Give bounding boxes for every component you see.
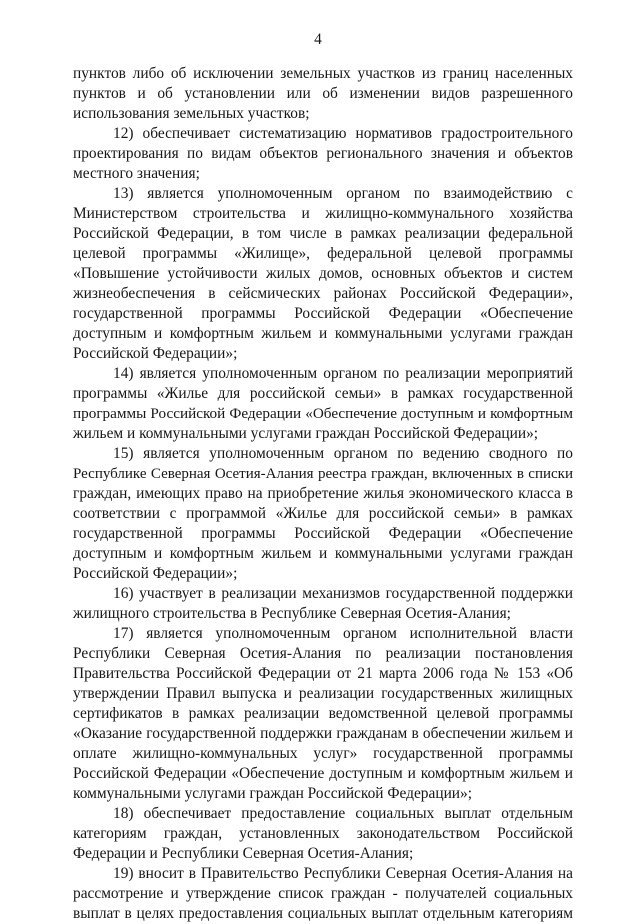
text-line: 14) является уполномоченным органом по реализации мероприятий bbox=[113, 365, 573, 382]
text-line: программы «Жилье для российской семьи» в рамках государственной bbox=[73, 385, 573, 402]
text-line: соответствии с программой «Жилье для российской семьи» в рамках bbox=[73, 505, 573, 522]
text-line: жизнеобеспечения в сейсмических районах Российской Федерации», bbox=[73, 285, 573, 302]
page-number: 4 bbox=[314, 31, 322, 48]
text-line: Российской Федерации»; bbox=[73, 565, 238, 582]
text-line: 15) является уполномоченным органом по ведению сводного по bbox=[113, 445, 573, 462]
text-line: 19) вносит в Правительство Республики Северная Осетия-Алания на bbox=[113, 865, 573, 882]
text-line: «Повышение устойчивости жилых домов, основных объектов и систем bbox=[73, 265, 573, 282]
text-line: граждан, имеющих право на приобретение жилья экономического класса в bbox=[73, 485, 573, 502]
text-line: «Оказание государственной поддержки гражданам в обеспечении жильем и bbox=[73, 725, 573, 742]
text-line: Российской Федерации»; bbox=[73, 345, 238, 362]
text-line: доступным и комфортным жильем и коммунальными услугами граждан bbox=[73, 325, 573, 342]
text-line: 17) является уполномоченным органом исполнительной власти bbox=[113, 625, 573, 642]
text-line: пунктов и об установлении или об изменении видов разрешенного bbox=[73, 85, 573, 102]
text-line: категориям граждан, установленных законодательством Российской bbox=[73, 825, 573, 842]
text-line: выплат в целях предоставления социальных выплат отдельным категориям bbox=[73, 905, 573, 922]
text-line: утверждении Правил выпуска и реализации государственных жилищных bbox=[73, 685, 573, 702]
text-line: государственной программы Российской Федерации «Обеспечение bbox=[73, 525, 573, 542]
text-line: Республике Северная Осетия-Алания реестра граждан, включенных в списки bbox=[73, 466, 573, 482]
text-line: 13) является уполномоченным органом по взаимодействию с bbox=[113, 185, 573, 202]
text-line: Российской Федерации, в том числе в рамках реализации федеральной bbox=[73, 225, 573, 242]
text-line: Республики Северная Осетия-Алания по реализации постановления bbox=[73, 645, 573, 662]
text-line: жилищного строительства в Республике Северная Осетия-Алания; bbox=[73, 605, 511, 622]
text-line: Министерством строительства и жилищно-коммунального хозяйства bbox=[73, 205, 573, 222]
text-line: коммунальными услугами граждан Российской Федерации»; bbox=[73, 785, 473, 802]
text-line: Федерации и Республики Северная Осетия-Алания; bbox=[73, 845, 414, 862]
text-line: государственной программы Российской Федерации «Обеспечение bbox=[73, 305, 573, 322]
text-line: целевой программы «Жилище», федеральной целевой программы bbox=[73, 245, 573, 262]
text-line: пунктов либо об исключении земельных участков из границ населенных bbox=[73, 65, 573, 82]
text-line: проектирования по видам объектов регионального значения и объектов bbox=[73, 145, 573, 162]
text-line: 18) обеспечивает предоставление социальных выплат отдельным bbox=[113, 805, 573, 822]
text-line: местного значения; bbox=[73, 165, 200, 182]
text-line: сертификатов в рамках реализации ведомственной целевой программы bbox=[73, 705, 573, 722]
text-line: жильем и коммунальными услугами граждан Российской Федерации»; bbox=[73, 425, 539, 442]
text-line: Правительства Российской Федерации от 21 марта 2006 года № 153 «Об bbox=[73, 665, 573, 682]
text-line: рассмотрение и утверждение список граждан - получателей социальных bbox=[73, 885, 573, 902]
text-line: Российской Федерации «Обеспечение доступным и комфортным жильем и bbox=[73, 765, 573, 782]
text-line: программы Российской Федерации «Обеспечение доступным и комфортным bbox=[73, 405, 573, 422]
text-line: 16) участвует в реализации механизмов государственной поддержки bbox=[113, 585, 573, 602]
text-line: использования земельных участков; bbox=[73, 105, 310, 122]
text-line: оплате жилищно-коммунальных услуг» государственной программы bbox=[73, 745, 573, 762]
text-line: 12) обеспечивает систематизацию нормативов градостроительного bbox=[113, 125, 573, 142]
text-line: доступным и комфортным жильем и коммунальными услугами граждан bbox=[73, 545, 573, 562]
